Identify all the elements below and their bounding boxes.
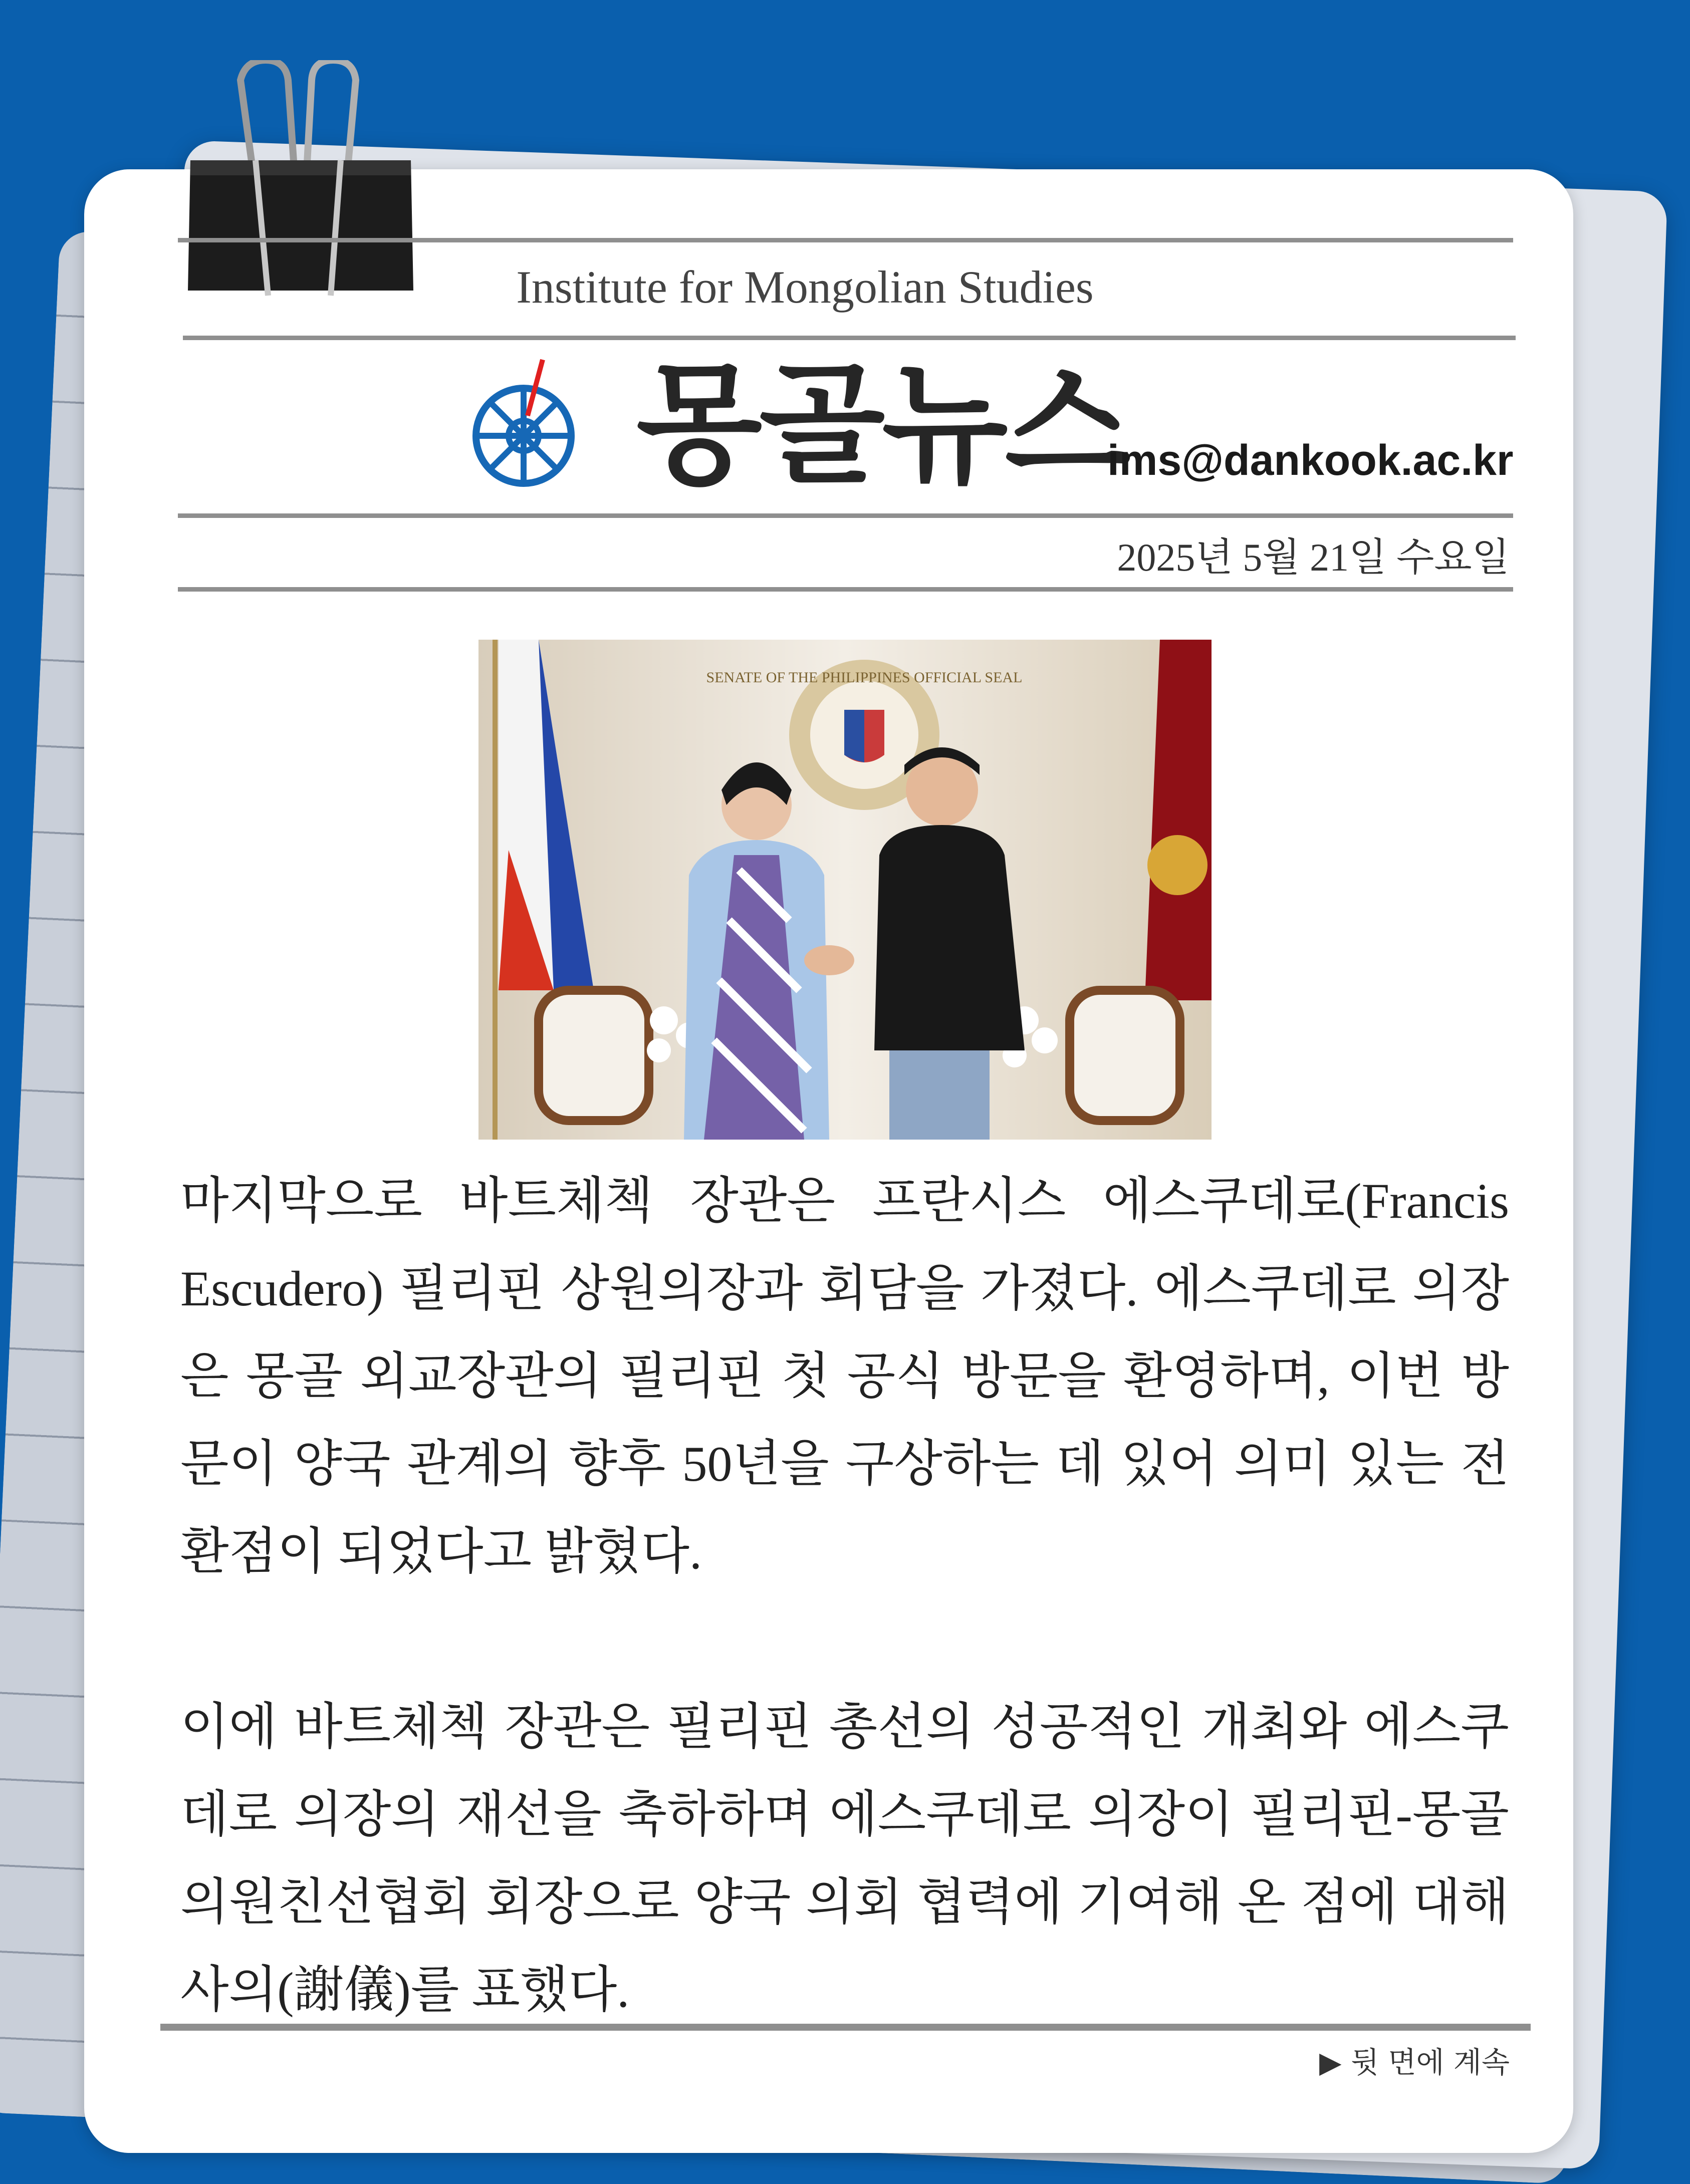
issue-date: 2025년 5월 21일 수요일: [1117, 535, 1510, 579]
senate-seal-text: SENATE OF THE PHILIPPINES OFFICIAL SEAL: [706, 669, 1023, 686]
dharma-wheel-logo-icon: [468, 356, 584, 491]
contact-email: ims@dankook.ac.kr: [1107, 436, 1514, 484]
rule-under-masthead: [178, 513, 1513, 518]
rule-under-institute: [183, 336, 1516, 340]
article-paragraph-2: 이에 바트체첵 장관은 필리핀 총선의 성공적인 개최와 에스쿠데로 의장의 재선을 축하하며 에스쿠데로 의장이 필리핀-몽골 의원친선협회 회장으로 양국 의회 협력에 기여해 온 점에 대해 사의(謝儀)를 표했다.: [180, 1699, 1509, 2018]
continue-on-back-link[interactable]: ▶ 뒷 면에 계속: [1319, 2045, 1510, 2079]
masthead-title: 몽골뉴스: [636, 350, 1128, 501]
rule-bottom: [160, 2024, 1531, 2031]
institute-name: Institute for Mongolian Studies: [516, 261, 1094, 313]
rule-top: [178, 238, 1513, 242]
news-photo: [478, 640, 1212, 1140]
rule-under-date: [178, 587, 1513, 592]
article-paragraph-1: 마지막으로 바트체첵 장관은 프란시스 에스쿠데로(Francis Escudero) 필리핀 상원의장과 회담을 가졌다. 에스쿠데로 의장은 몽골 외교장관의 필리핀 첫 공식 방문을 환영하며, 이번 방문이 양국 관계의 향후 50년을 구상하는 데 있어 의미 있는 전환점이 되었다고 밝혔다.: [180, 1173, 1509, 1579]
